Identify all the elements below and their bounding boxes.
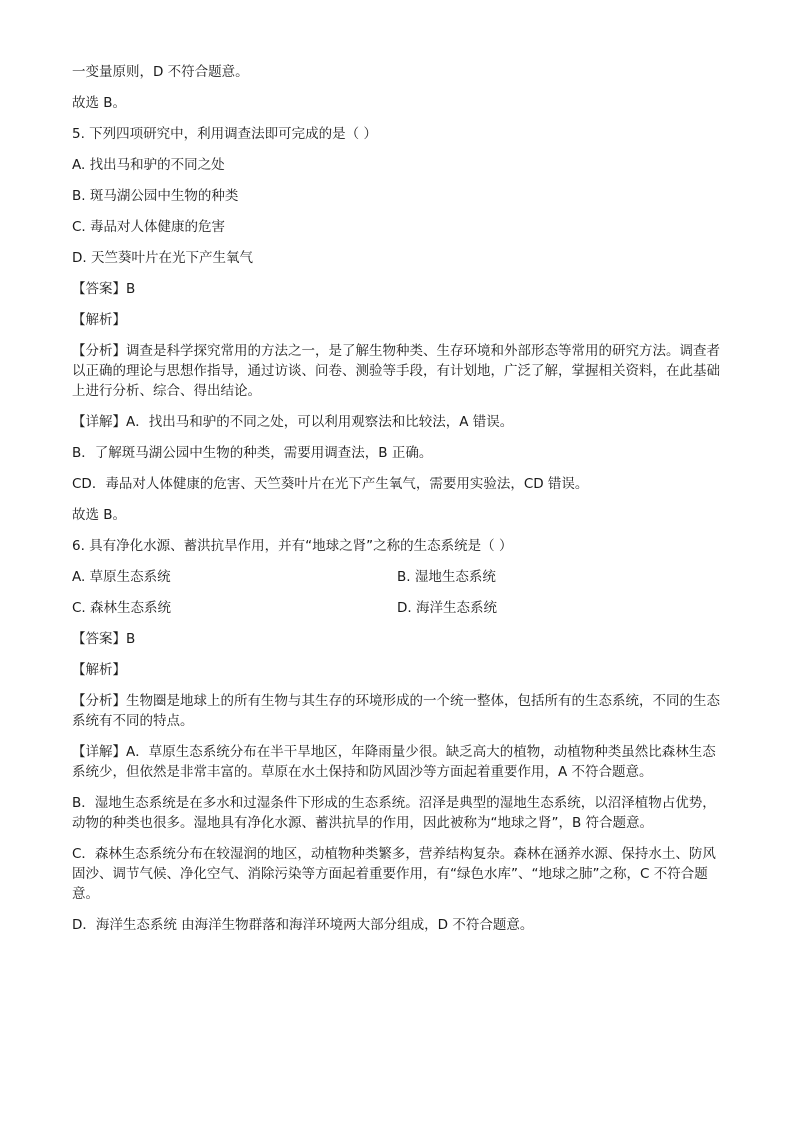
carryover-line: 一变量原则，D 不符合题意。 [72, 64, 249, 80]
q6-answer: 【答案】B [72, 631, 136, 647]
q6-analysis-label: 【解析】 [72, 662, 126, 678]
q6-option-c: C. 森林生态系统 [72, 600, 172, 616]
q5-option-d: D. 天竺葵叶片在光下产生氧气 [72, 250, 253, 266]
q6-fenxi: 【分析】生物圈是地球上的所有生物与其生存的环境形成的一个统一整体，包括所有的生态系统，不同的生态系统有不同的特点。 [72, 693, 720, 729]
q6-stem: 6. 具有净化水源、蓄洪抗旱作用，并有“地球之肾”之称的生态系统是（ ） [72, 538, 513, 554]
carryover-conclusion: 故选 B。 [72, 95, 127, 111]
q5-option-a: A. 找出马和驴的不同之处 [72, 157, 225, 173]
q6-options-row-1 [72, 567, 724, 587]
q6-detail-c: C．森林生态系统分布在较湿润的地区，动植物种类繁多，营养结构复杂。森林在涵养水源、保持水土、防风固沙、调节气候、净化空气、消除污染等方面起着重要作用，有“绿色水库”、“地球之肺”之称，C 不符合题意。 [72, 846, 716, 902]
q5-detail-b: B．了解斑马湖公园中生物的种类，需要用调查法，B 正确。 [72, 445, 433, 461]
q5-detail-a: 【详解】A．找出马和驴的不同之处，可以利用观察法和比较法，A 错误。 [72, 414, 514, 430]
q5-analysis-label: 【解析】 [72, 312, 126, 328]
document-page [72, 62, 724, 946]
q5-conclusion: 故选 B。 [72, 507, 127, 523]
q6-options-row-2 [72, 598, 724, 618]
q5-fenxi: 【分析】调查是科学探究常用的方法之一，是了解生物种类、生存环境和外部形态等常用的研究方法。调查者以正确的理论与思想作指导，通过访谈、问卷、测验等手段，有计划地，广泛了解，掌握相关资料，在此基础上进行分析、综合、得出结论。 [72, 343, 720, 399]
q5-option-c: C. 毒品对人体健康的危害 [72, 219, 226, 235]
q5-option-b: B. 斑马湖公园中生物的种类 [72, 188, 239, 204]
q5-detail-cd: CD．毒品对人体健康的危害、天竺葵叶片在光下产生氧气，需要用实验法，CD 错误。 [72, 476, 589, 492]
q6-option-d: D. 海洋生态系统 [397, 600, 497, 616]
q6-option-a: A. 草原生态系统 [72, 569, 171, 585]
q5-stem: 5. 下列四项研究中，利用调查法即可完成的是（ ） [72, 126, 377, 142]
q6-detail-b: B．湿地生态系统是在多水和过湿条件下形成的生态系统。沼泽是典型的湿地生态系统，以沼泽植物占优势，动物的种类也很多。湿地具有净化水源、蓄洪抗旱的作用，因此被称为“地球之肾”，B 符合题意。 [72, 795, 716, 831]
q6-option-b: B. 湿地生态系统 [397, 569, 496, 585]
q5-answer: 【答案】B [72, 281, 136, 297]
q6-detail-a: 【详解】A．草原生态系统分布在半干旱地区，年降雨量少很。缺乏高大的植物，动植物种类虽然比森林生态系统少，但依然是非常丰富的。草原在水土保持和防风固沙等方面起着重要作用，A 不符合题意。 [72, 744, 716, 780]
q6-detail-d: D．海洋生态系统 由海洋生物群落和海洋环境两大部分组成，D 不符合题意。 [72, 917, 534, 933]
